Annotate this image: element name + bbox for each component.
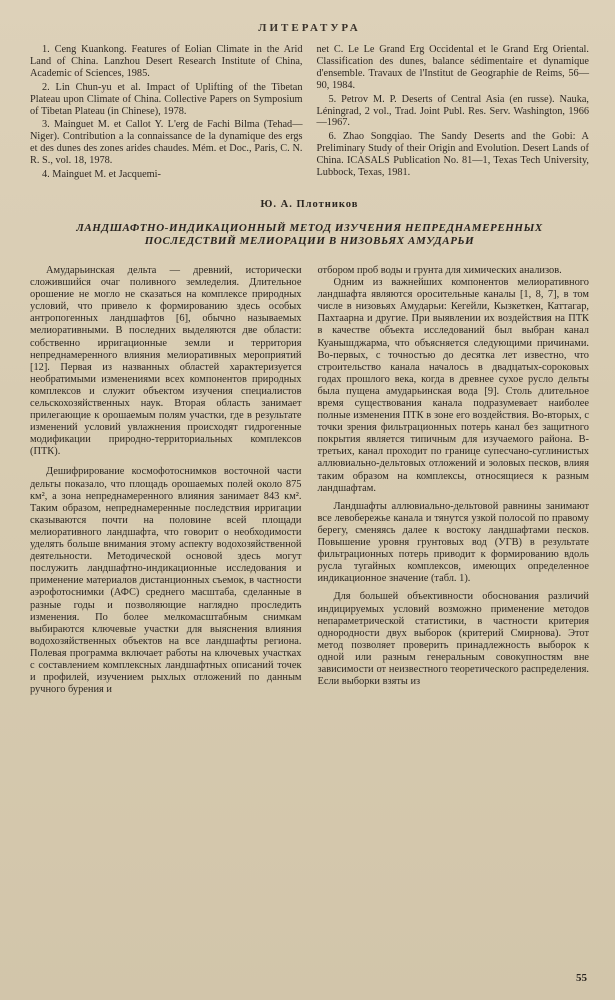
paragraph: Дешифрирование космофотоснимков восточной части дельты показало, что площадь орошаемых полей около 875 км², а зона непреднамеренного влияния занимает 843 км². Таким образом, непреднамеренные последствия ирригации сказываются почти на половине всей площади мелиоративного ландшафта, что говорит о необходимости уделять больше внимания этому аспекту водохозяйственной деятельности. Методической основой здесь могут послужить ландшафтно-индикационные исследования и применение материалов дистанционных съемок, в частности аэрофотоснимки (АФС) среднего масштаба, сделанные в разные годы и позволяющие наглядно проследить изменения. По более мелкомасштабным снимкам выбираются ключевые участки для выяснения влияния водохозяйственных объектов на все ландшафты региона. Полевая программа включает работы на ключевых участках с составлением комплексных ландшафтных описаний точек и профилей, изучением рыхлых отложений по данным ручного бурения и (30, 466, 302, 696)
reference-item: 2. Lin Chun-yu et al. Impact of Uplifting of the Tibetan Plateau upon Climate of China. Collective Papers on Symposium of Tibetan Plateau (in Chinese), 1978. (30, 81, 303, 117)
body-left-column (30, 265, 302, 696)
paragraph: Одним из важнейших компонентов мелиоративного ландшафта являются оросительные каналы [1, 8, 7], в том числе в низовьях Амударьи: Кегейли, Кызкеткен, Каттагар, Пахтаарна и другие. При выявлении их воздействия на ПТК в качестве объекта исследований был выбран канал Куанышджарма, что объясняется следующими причинами. Во-первых, с точностью до десятка лет известно, что строительство канала началось в двадцатых-сороковых годах прошлого века, когда в древнее сухое русло дельты была пущена амударьинская вода [9]. Столь длительное время существования канала подразумевает наиболее полные изменения ПТК в зоне его воздействия. Во-вторых, с точки зрения фильтрационных потерь канал без защитного покрытия является типичным для изучаемого района. В-третьих, канал проходит по границе супесчано-суглинистых аллювиально-дельтовых отложений и эоловых песков, влияя таким образом на комплексы, относящиеся к разным ландшафтам. (317, 277, 589, 494)
reference-item: 6. Zhao Songqiao. The Sandy Deserts and the Gobi: A Preliminary Study of their Origin and Evolution. Desert Lands of China. ICASALS Publication No. 81—1, Texas Tech University, Lubbock, Texas, 1981. (316, 131, 589, 179)
references-right-column (317, 44, 590, 183)
references-left-column (30, 44, 303, 183)
article-title: ЛАНДШАФТНО-ИНДИКАЦИОННЫЙ МЕТОД ИЗУЧЕНИЯ НЕПРЕДНАМЕРЕННЫХ ПОСЛЕДСТВИЙ МЕЛИОРАЦИИ В НИЗОВЬЯХ АМУДАРЬИ (76, 221, 543, 248)
reference-item: net C. Le Le Grand Erg Occidental et le Grand Erg Oriental. Classification des dunes, balance sédimentaire et dynamique d'ensemble. Travaux de l'Institut de Geographie de Reims, 56—90, 1984. (316, 44, 589, 91)
references (30, 44, 589, 183)
paragraph: Амударьинская дельта — древний, исторически сложившийся очаг поливного земледелия. Длительное орошение не могло не сказаться на комплексе природных условий, что привело к формированию здесь особых антропогенных ландшафтов [6], обычно называемых мелиоративными. В последних выделяются две области: собственно ирригационные земли и территория непреднамеренного влияния мелиоративных мероприятий [12]. Первая из названных областей характеризуется необратимыми изменениями всех компонентов природных комплексов и служит объектом изучения специалистов сельскохозяйственных наук. Вторая область занимает прилегающие к орошаемым полям участки, где в результате изменений условий увлажнения происходят гидрогенные модификации природно-территориальных комплексов (ПТК). (30, 264, 302, 458)
body-right-column (318, 265, 590, 696)
page-number: 55 (576, 972, 587, 984)
reference-item: 1. Ceng Kuankong. Features of Eolian Climate in the Arid Land of China. Lanzhou Desert Research Institute of China, Academic of Sciences, 1985. (30, 44, 303, 79)
reference-item: 4. Mainguet M. et Jacquemi- (42, 169, 161, 181)
article-body (30, 265, 589, 696)
literature-heading: ЛИТЕРАТУРА (258, 22, 361, 34)
reference-item: 3. Mainguet M. et Callot Y. L'erg de Fachi Bilma (Tehad—Niger). Contribution a la connaissance de la dynamique des ergs et des dunes des zones arides chaudes. Mém. et Doc., Paris, C. N. R. S., vol. 18, 1978. (30, 119, 303, 167)
paragraph: Ландшафты аллювиально-дельтовой равнины занимают все левобережье канала и тянутся узкой полосой по правому берегу, сменяясь далее к востоку ландшафтами песков. Повышение уровня грунтовых вод (УГВ) в результате фильтрационных потерь приводит к формированию вдоль русла тугайных комплексов, имеющих определенное индикационное значение (табл. 1). (317, 500, 589, 585)
article-author: Ю. А. Плотников (260, 198, 359, 210)
paragraph: отбором проб воды и грунта для химических анализов. (317, 264, 562, 276)
paragraph: Для большей объективности обоснования различий индицируемых условий возможно применение методов непараметрической статистики, в частности критерия однородности двух выборок (критерий Смирнова). Этот метод позволяет проверить принадлежность выборок к одной или разным генеральным совокупностям вне зависимости от неизвестного теоретического распределения. Если выборки взяты из (317, 591, 589, 688)
reference-item: 5. Petrov M. P. Deserts of Central Asia (en russe). Nauka, Léningrad, 2 vol., Trad. Joint Publ. Res. Serv. Washington, 1966—1967. (316, 93, 589, 129)
